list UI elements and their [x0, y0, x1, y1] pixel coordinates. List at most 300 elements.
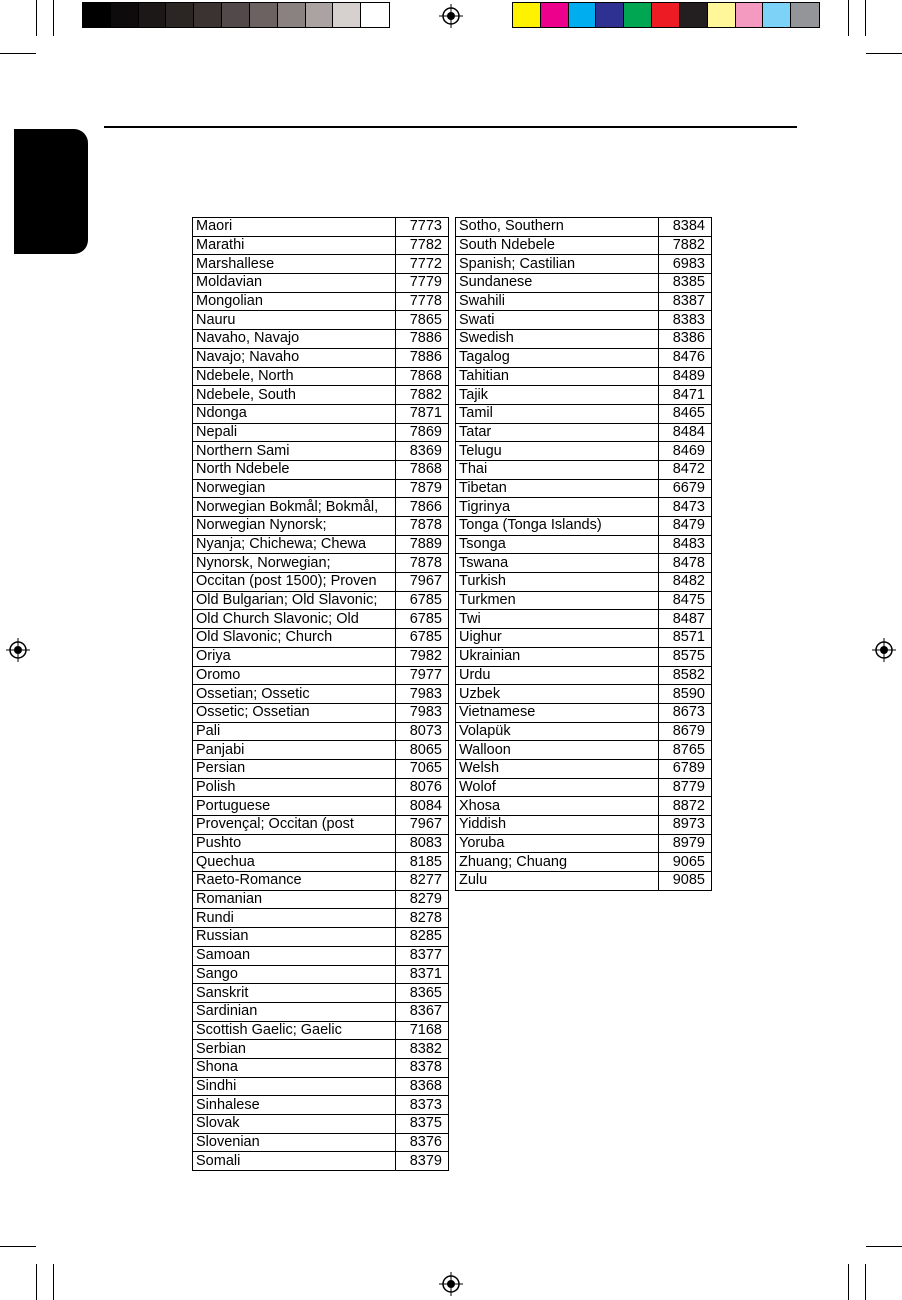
table-row	[193, 218, 449, 237]
language-code-cell: 7977	[396, 666, 449, 685]
crop-mark	[866, 1246, 902, 1247]
table-row	[193, 442, 449, 461]
language-code-cell: 8479	[659, 517, 712, 536]
table-row	[456, 816, 712, 835]
language-name-cell: Moldavian	[193, 274, 396, 293]
table-row	[456, 797, 712, 816]
language-code-cell: 7983	[396, 685, 449, 704]
language-name-cell: Tigrinya	[456, 498, 659, 517]
language-name-cell: Tagalog	[456, 348, 659, 367]
language-name-cell: Scottish Gaelic; Gaelic	[193, 1021, 396, 1040]
crop-mark	[866, 53, 902, 54]
language-code-cell: 7782	[396, 236, 449, 255]
language-name-cell: Pali	[193, 722, 396, 741]
crop-mark	[848, 1264, 849, 1300]
table-row	[456, 759, 712, 778]
language-code-cell: 8471	[659, 386, 712, 405]
table-row	[456, 460, 712, 479]
language-code-cell: 7868	[396, 460, 449, 479]
crop-mark	[53, 0, 54, 36]
language-name-cell: Panjabi	[193, 741, 396, 760]
color-swatch	[541, 3, 569, 27]
language-name-cell: Samoan	[193, 946, 396, 965]
language-code-cell: 7882	[659, 236, 712, 255]
language-name-cell: Sindhi	[193, 1077, 396, 1096]
table-row	[193, 292, 449, 311]
language-name-cell: Old Slavonic; Church	[193, 629, 396, 648]
table-row	[456, 647, 712, 666]
language-code-cell: 6785	[396, 591, 449, 610]
language-code-cell: 8084	[396, 797, 449, 816]
language-code-cell: 8482	[659, 573, 712, 592]
language-code-cell: 7878	[396, 554, 449, 573]
language-code-cell: 6785	[396, 610, 449, 629]
language-name-cell: Tamil	[456, 404, 659, 423]
table-row	[456, 274, 712, 293]
language-name-cell: Turkmen	[456, 591, 659, 610]
language-code-cell: 6785	[396, 629, 449, 648]
table-row	[456, 517, 712, 536]
color-swatch	[763, 3, 791, 27]
table-row	[456, 741, 712, 760]
language-name-cell: Norwegian Nynorsk;	[193, 517, 396, 536]
table-row	[456, 386, 712, 405]
color-swatch	[278, 3, 306, 27]
language-name-cell: Ndebele, North	[193, 367, 396, 386]
language-name-cell: Occitan (post 1500); Proven	[193, 573, 396, 592]
language-name-cell: Rundi	[193, 909, 396, 928]
table-row	[456, 666, 712, 685]
table-row	[456, 236, 712, 255]
language-name-cell: Urdu	[456, 666, 659, 685]
table-row	[193, 573, 449, 592]
table-row	[456, 834, 712, 853]
color-swatch	[624, 3, 652, 27]
language-code-cell: 7772	[396, 255, 449, 274]
language-code-cell: 7168	[396, 1021, 449, 1040]
color-swatch	[194, 3, 222, 27]
language-name-cell: Old Church Slavonic; Old	[193, 610, 396, 629]
table-row	[456, 685, 712, 704]
table-row	[456, 423, 712, 442]
color-swatch	[736, 3, 764, 27]
grayscale-calibration-bar	[82, 2, 390, 28]
language-code-cell: 8679	[659, 722, 712, 741]
table-row	[193, 778, 449, 797]
language-name-cell: Maori	[193, 218, 396, 237]
language-code-cell: 8385	[659, 274, 712, 293]
language-name-cell: Persian	[193, 759, 396, 778]
crop-mark	[36, 1264, 37, 1300]
language-name-cell: Marshallese	[193, 255, 396, 274]
language-name-cell: Serbian	[193, 1040, 396, 1059]
language-code-cell: 8476	[659, 348, 712, 367]
color-swatch	[569, 3, 597, 27]
table-row	[193, 909, 449, 928]
table-row	[456, 629, 712, 648]
table-row	[456, 872, 712, 891]
table-row	[193, 386, 449, 405]
table-row	[193, 685, 449, 704]
language-name-cell: Sundanese	[456, 274, 659, 293]
language-code-cell: 8379	[396, 1152, 449, 1171]
language-code-table-left	[192, 217, 449, 1171]
language-code-cell: 8365	[396, 984, 449, 1003]
crop-mark	[848, 0, 849, 36]
language-code-cell: 8277	[396, 872, 449, 891]
language-name-cell: Norwegian Bokmål; Bokmål,	[193, 498, 396, 517]
table-row	[193, 535, 449, 554]
language-code-cell: 8473	[659, 498, 712, 517]
color-swatch	[333, 3, 361, 27]
table-row	[456, 479, 712, 498]
table-row	[193, 872, 449, 891]
language-code-cell: 7871	[396, 404, 449, 423]
color-swatch	[83, 3, 111, 27]
language-name-cell: Wolof	[456, 778, 659, 797]
table-row	[193, 1021, 449, 1040]
language-code-cell: 7882	[396, 386, 449, 405]
language-code-cell: 6983	[659, 255, 712, 274]
language-name-cell: Pushto	[193, 834, 396, 853]
table-row	[456, 554, 712, 573]
language-code-cell: 8779	[659, 778, 712, 797]
language-name-cell: Polish	[193, 778, 396, 797]
language-name-cell: Tajik	[456, 386, 659, 405]
table-row	[456, 610, 712, 629]
language-name-cell: Tatar	[456, 423, 659, 442]
language-code-cell: 9065	[659, 853, 712, 872]
crop-mark	[53, 1264, 54, 1300]
language-code-cell: 8369	[396, 442, 449, 461]
language-code-cell: 8279	[396, 890, 449, 909]
language-code-cell: 8384	[659, 218, 712, 237]
registration-mark-icon	[439, 1272, 463, 1296]
language-code-cell: 7967	[396, 573, 449, 592]
language-name-cell: Sango	[193, 965, 396, 984]
table-row	[193, 984, 449, 1003]
language-code-cell: 8472	[659, 460, 712, 479]
table-row	[193, 330, 449, 349]
table-row	[193, 629, 449, 648]
language-code-cell: 8973	[659, 816, 712, 835]
language-name-cell: Norwegian	[193, 479, 396, 498]
color-swatch	[680, 3, 708, 27]
table-row	[193, 1002, 449, 1021]
table-row	[456, 330, 712, 349]
table-row	[193, 797, 449, 816]
language-code-cell: 8383	[659, 311, 712, 330]
language-side-tab	[14, 129, 88, 254]
table-row	[456, 255, 712, 274]
language-code-cell: 8475	[659, 591, 712, 610]
language-code-cell: 7065	[396, 759, 449, 778]
table-row	[456, 591, 712, 610]
language-code-cell: 8368	[396, 1077, 449, 1096]
language-name-cell: Yiddish	[456, 816, 659, 835]
header-rule	[104, 126, 797, 128]
table-row	[456, 853, 712, 872]
table-row	[456, 703, 712, 722]
language-code-cell: 7886	[396, 348, 449, 367]
language-name-cell: Swedish	[456, 330, 659, 349]
color-calibration-bar	[512, 2, 820, 28]
table-row	[456, 348, 712, 367]
language-code-cell: 8375	[396, 1115, 449, 1134]
language-name-cell: Old Bulgarian; Old Slavonic;	[193, 591, 396, 610]
table-row	[193, 834, 449, 853]
language-name-cell: Uighur	[456, 629, 659, 648]
language-code-cell: 8073	[396, 722, 449, 741]
registration-mark-icon	[872, 638, 896, 662]
language-code-cell: 6679	[659, 479, 712, 498]
color-swatch	[306, 3, 334, 27]
language-name-cell: Volapük	[456, 722, 659, 741]
table-row	[193, 703, 449, 722]
table-row	[456, 442, 712, 461]
language-code-cell: 7889	[396, 535, 449, 554]
language-code-cell: 7773	[396, 218, 449, 237]
language-name-cell: Turkish	[456, 573, 659, 592]
language-code-cell: 8979	[659, 834, 712, 853]
color-swatch	[166, 3, 194, 27]
table-row	[193, 759, 449, 778]
language-name-cell: Zulu	[456, 872, 659, 891]
color-swatch	[652, 3, 680, 27]
language-code-cell: 8371	[396, 965, 449, 984]
table-row	[456, 778, 712, 797]
language-name-cell: Tibetan	[456, 479, 659, 498]
table-row	[193, 498, 449, 517]
language-name-cell: Slovenian	[193, 1133, 396, 1152]
language-code-cell: 8483	[659, 535, 712, 554]
language-name-cell: Quechua	[193, 853, 396, 872]
table-row	[193, 1077, 449, 1096]
language-code-cell: 7779	[396, 274, 449, 293]
crop-mark	[0, 1246, 36, 1247]
table-row	[456, 292, 712, 311]
language-code-cell: 8083	[396, 834, 449, 853]
language-code-cell: 8382	[396, 1040, 449, 1059]
language-code-cell: 7886	[396, 330, 449, 349]
table-row	[193, 890, 449, 909]
color-swatch	[222, 3, 250, 27]
language-name-cell: Tahitian	[456, 367, 659, 386]
language-name-cell: Ndonga	[193, 404, 396, 423]
table-row	[193, 274, 449, 293]
language-name-cell: Ossetic; Ossetian	[193, 703, 396, 722]
table-row	[193, 423, 449, 442]
crop-mark	[865, 0, 866, 36]
table-row	[193, 1058, 449, 1077]
table-row	[193, 479, 449, 498]
language-code-cell: 8367	[396, 1002, 449, 1021]
table-row	[193, 1133, 449, 1152]
language-code-cell: 8076	[396, 778, 449, 797]
table-row	[456, 404, 712, 423]
language-code-cell: 8673	[659, 703, 712, 722]
language-name-cell: Ndebele, South	[193, 386, 396, 405]
language-name-cell: Portuguese	[193, 797, 396, 816]
color-swatch	[139, 3, 167, 27]
language-name-cell: Nynorsk, Norwegian;	[193, 554, 396, 573]
table-row	[193, 311, 449, 330]
language-code-cell: 7967	[396, 816, 449, 835]
crop-mark	[36, 0, 37, 36]
table-row	[456, 311, 712, 330]
language-code-cell: 7869	[396, 423, 449, 442]
language-code-cell: 8376	[396, 1133, 449, 1152]
table-row	[193, 517, 449, 536]
table-row	[193, 1152, 449, 1171]
language-name-cell: Telugu	[456, 442, 659, 461]
table-row	[193, 367, 449, 386]
color-swatch	[361, 3, 389, 27]
table-row	[193, 591, 449, 610]
language-name-cell: Uzbek	[456, 685, 659, 704]
language-code-cell: 8484	[659, 423, 712, 442]
table-row	[193, 946, 449, 965]
language-code-cell: 8185	[396, 853, 449, 872]
language-name-cell: Russian	[193, 928, 396, 947]
language-name-cell: Marathi	[193, 236, 396, 255]
color-swatch	[708, 3, 736, 27]
language-name-cell: Sotho, Southern	[456, 218, 659, 237]
language-name-cell: Sanskrit	[193, 984, 396, 1003]
language-name-cell: Nauru	[193, 311, 396, 330]
table-row	[193, 1040, 449, 1059]
language-code-cell: 8489	[659, 367, 712, 386]
table-row	[193, 610, 449, 629]
language-code-cell: 8278	[396, 909, 449, 928]
table-row	[193, 666, 449, 685]
language-name-cell: Romanian	[193, 890, 396, 909]
table-row	[193, 554, 449, 573]
registration-mark-icon	[6, 638, 30, 662]
language-name-cell: Spanish; Castilian	[456, 255, 659, 274]
language-code-cell: 7982	[396, 647, 449, 666]
language-name-cell: Somali	[193, 1152, 396, 1171]
table-row	[193, 722, 449, 741]
language-name-cell: Walloon	[456, 741, 659, 760]
table-row	[193, 236, 449, 255]
language-name-cell: Navaho, Navajo	[193, 330, 396, 349]
language-name-cell: North Ndebele	[193, 460, 396, 479]
language-code-table-right	[455, 217, 712, 891]
language-name-cell: Thai	[456, 460, 659, 479]
language-code-cell: 8590	[659, 685, 712, 704]
language-name-cell: Nyanja; Chichewa; Chewa	[193, 535, 396, 554]
language-name-cell: Tswana	[456, 554, 659, 573]
language-name-cell: Navajo; Navaho	[193, 348, 396, 367]
language-code-cell: 7868	[396, 367, 449, 386]
table-row	[193, 928, 449, 947]
language-code-cell: 8387	[659, 292, 712, 311]
language-code-cell: 8373	[396, 1096, 449, 1115]
crop-mark	[865, 1264, 866, 1300]
language-code-cell: 8285	[396, 928, 449, 947]
language-name-cell: Tsonga	[456, 535, 659, 554]
table-row	[193, 816, 449, 835]
language-name-cell: Sardinian	[193, 1002, 396, 1021]
language-code-cell: 7879	[396, 479, 449, 498]
language-code-cell: 8478	[659, 554, 712, 573]
language-name-cell: Yoruba	[456, 834, 659, 853]
language-code-cell: 8575	[659, 647, 712, 666]
language-code-cell: 9085	[659, 872, 712, 891]
language-code-cell: 8487	[659, 610, 712, 629]
language-name-cell: South Ndebele	[456, 236, 659, 255]
language-code-cell: 8386	[659, 330, 712, 349]
language-name-cell: Raeto-Romance	[193, 872, 396, 891]
language-name-cell: Ukrainian	[456, 647, 659, 666]
language-code-cell: 8469	[659, 442, 712, 461]
table-row	[193, 460, 449, 479]
table-row	[193, 1115, 449, 1134]
language-name-cell: Nepali	[193, 423, 396, 442]
language-code-cell: 8378	[396, 1058, 449, 1077]
table-row	[456, 498, 712, 517]
color-swatch	[111, 3, 139, 27]
language-code-cell: 7778	[396, 292, 449, 311]
table-row	[193, 741, 449, 760]
language-code-cell: 8582	[659, 666, 712, 685]
table-row	[456, 218, 712, 237]
color-swatch	[791, 3, 819, 27]
color-swatch	[250, 3, 278, 27]
table-row	[456, 367, 712, 386]
language-code-cell: 8465	[659, 404, 712, 423]
language-name-cell: Welsh	[456, 759, 659, 778]
language-code-cell: 8377	[396, 946, 449, 965]
color-swatch	[596, 3, 624, 27]
table-row	[193, 255, 449, 274]
language-code-cell: 7866	[396, 498, 449, 517]
table-row	[193, 1096, 449, 1115]
language-name-cell: Shona	[193, 1058, 396, 1077]
language-name-cell: Zhuang; Chuang	[456, 853, 659, 872]
language-name-cell: Swati	[456, 311, 659, 330]
table-row	[193, 647, 449, 666]
language-name-cell: Ossetian; Ossetic	[193, 685, 396, 704]
language-code-cell: 7983	[396, 703, 449, 722]
table-row	[193, 853, 449, 872]
table-row	[193, 965, 449, 984]
language-name-cell: Twi	[456, 610, 659, 629]
language-name-cell: Sinhalese	[193, 1096, 396, 1115]
language-name-cell: Northern Sami	[193, 442, 396, 461]
language-name-cell: Swahili	[456, 292, 659, 311]
crop-mark	[0, 53, 36, 54]
language-code-cell: 7878	[396, 517, 449, 536]
language-code-cell: 8065	[396, 741, 449, 760]
table-row	[456, 573, 712, 592]
table-row	[193, 404, 449, 423]
language-code-cell: 8765	[659, 741, 712, 760]
language-name-cell: Mongolian	[193, 292, 396, 311]
language-name-cell: Provençal; Occitan (post	[193, 816, 396, 835]
language-name-cell: Tonga (Tonga Islands)	[456, 517, 659, 536]
language-code-cell: 8872	[659, 797, 712, 816]
language-name-cell: Xhosa	[456, 797, 659, 816]
registration-mark-icon	[439, 4, 463, 28]
language-name-cell: Oromo	[193, 666, 396, 685]
language-code-cell: 7865	[396, 311, 449, 330]
table-row	[456, 722, 712, 741]
color-swatch	[513, 3, 541, 27]
table-row	[456, 535, 712, 554]
table-row	[193, 348, 449, 367]
